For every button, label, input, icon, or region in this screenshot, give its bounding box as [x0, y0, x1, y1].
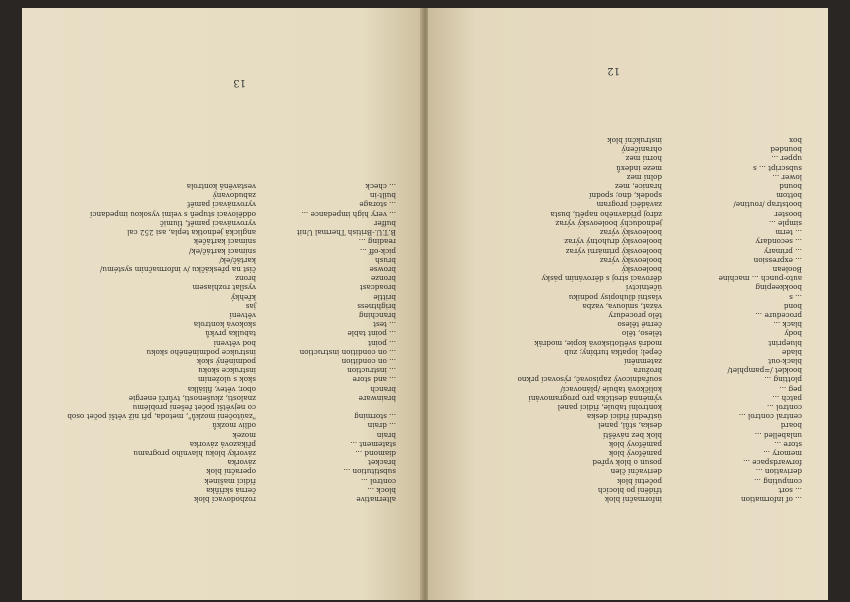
dictionary-entry: [448, 412, 802, 421]
entry-meaning: jednoduchý booleovský výraz: [555, 218, 662, 228]
entry-term: brush: [375, 255, 396, 265]
entry-term: procedure ...: [755, 310, 802, 320]
entry-meaning: děrovací stroj s děrováním pásky: [541, 274, 662, 284]
entry-meaning: booleovský primární výraz: [565, 246, 662, 256]
entry-term: booklet /=pamphlet/: [727, 366, 802, 376]
entry-meaning: závorka: [227, 458, 256, 468]
entry-meaning: účetnictví: [626, 283, 662, 293]
entry-term: computing ...: [754, 476, 802, 486]
entry-term: bond: [783, 301, 802, 311]
entry-meaning: ústřední řídicí deska: [586, 412, 662, 422]
entry-term: block ...: [367, 485, 396, 495]
entry-term: ... test: [373, 320, 396, 330]
dictionary-entry: [42, 338, 396, 347]
dictionary-entry: [448, 467, 802, 476]
entry-term: brainware: [358, 393, 396, 403]
entry-term: bounded: [770, 145, 802, 155]
entry-meaning: skoková kontrola: [193, 320, 256, 330]
entry-term: peg ...: [779, 384, 802, 394]
dictionary-entry: [42, 274, 396, 283]
entry-term: plotting ...: [764, 375, 802, 385]
entry-meaning: příkazová závorka: [189, 439, 256, 449]
entry-meaning: ohraničený: [621, 145, 662, 155]
entry-meaning: obor, větev, filiálka: [187, 384, 256, 394]
entry-meaning: oddělovací stupeň s velmi vysokou impedancí: [90, 209, 256, 219]
entry-term: control ...: [360, 476, 396, 486]
dictionary-entries: [42, 182, 396, 504]
entry-meaning: kartáč/ek/: [219, 255, 256, 265]
dictionary-entry: [42, 256, 396, 265]
dictionary-entry: [42, 375, 396, 384]
entry-term: memory ...: [763, 448, 802, 458]
entry-term: bound: [779, 182, 802, 192]
entry-term: upper ...: [771, 154, 802, 164]
entry-term: bronze: [370, 274, 396, 284]
dictionary-entry: [448, 384, 802, 393]
entry-meaning: derivační člen: [610, 467, 662, 477]
entry-meaning: hranice, mez: [615, 182, 662, 192]
entry-term: board: [780, 421, 802, 431]
entry-meaning: booleovský druhotný výraz: [564, 237, 662, 247]
dictionary-entry: [448, 292, 802, 301]
dictionary-entry: [448, 476, 802, 485]
entry-term: control ...: [766, 402, 802, 412]
dictionary-entry: [448, 394, 802, 403]
entry-term: ... check: [365, 182, 396, 192]
entry-meaning: instrukční blok: [607, 136, 662, 146]
entry-term: branch: [370, 384, 396, 394]
entry-term: forwardspace ...: [743, 458, 802, 468]
entry-term: buffer: [373, 218, 396, 228]
dictionary-entry: [448, 219, 802, 228]
entry-meaning: instrukce podmíněného skoku: [146, 347, 256, 357]
entry-meaning: horní mez: [625, 154, 662, 164]
entry-meaning: tabulka prvků: [205, 329, 256, 339]
dictionary-entry: [42, 467, 396, 476]
entry-meaning: větvení: [229, 310, 256, 320]
entry-term: ... on condition: [341, 356, 396, 366]
entry-term: built-in: [369, 191, 396, 201]
entry-meaning: třídění po blocích: [597, 485, 662, 495]
dictionary-entry: [42, 210, 396, 219]
dictionary-entry: [42, 302, 396, 311]
entry-term: brittle: [373, 292, 396, 302]
entry-term: brightness: [357, 301, 396, 311]
entry-meaning: booleovský: [621, 264, 662, 274]
dictionary-entry: [448, 145, 802, 154]
dictionary-entry: [42, 421, 396, 430]
entry-meaning: černá skříňka: [206, 485, 256, 495]
dictionary-entry: [448, 274, 802, 283]
entry-term: broadcast: [359, 283, 396, 293]
entry-meaning: těleso, tělo: [621, 329, 662, 339]
entry-meaning: paměťový blok: [608, 439, 662, 449]
entry-term: subscript ... s: [753, 163, 802, 173]
entry-term: ... and store: [352, 375, 396, 385]
entry-term: ... secondary: [755, 237, 802, 247]
entry-meaning: bronz: [235, 274, 256, 284]
dictionary-entry: [448, 449, 802, 458]
entry-meaning: skok s uložením: [197, 375, 256, 385]
dictionary-entry: [42, 237, 396, 246]
entry-term: ... sort: [778, 485, 802, 495]
entry-meaning: souřadnicový zapisovač, rýsovací prkno: [517, 375, 662, 385]
entry-term: ... instruction: [347, 366, 396, 376]
entry-term: ... of information: [740, 495, 802, 504]
dictionary-entry: [448, 136, 802, 145]
dictionary-entry: [42, 495, 396, 504]
entry-meaning: černé těleso: [617, 320, 662, 330]
page-number: 12: [607, 65, 620, 76]
dictionary-entry: [42, 329, 396, 338]
entry-term: statement ...: [350, 439, 396, 449]
dictionary-entry: [448, 173, 802, 182]
entry-meaning: snímací kartáč/ek/: [188, 246, 256, 256]
entry-term: derivation ...: [755, 467, 802, 477]
entry-meaning: řídicí mašinek: [204, 476, 256, 486]
dictionary-entry: [42, 440, 396, 449]
dictionary-entry: [448, 163, 802, 172]
entry-meaning: vysílat rozhlasem: [192, 283, 256, 293]
left-page: [22, 8, 422, 600]
dictionary-entry: [448, 495, 802, 504]
entry-meaning: zdroj přídavného napětí, busta: [550, 209, 662, 219]
dictionary-entry: [42, 403, 396, 412]
entry-meaning: kontrolní tabule, řídicí panel: [557, 402, 662, 412]
dictionary-entry: [448, 191, 802, 200]
entry-meaning: zabudovaný: [212, 191, 256, 201]
dictionary-entries: [448, 136, 802, 504]
entry-term: ... storming: [354, 412, 396, 422]
entry-term: Boolean: [772, 264, 802, 274]
entry-meaning: brožura: [633, 366, 662, 376]
book-spread: [22, 8, 828, 600]
entry-meaning: zatemnění: [624, 356, 662, 366]
entry-term: bottom: [776, 191, 802, 201]
dictionary-entry: [42, 476, 396, 485]
entry-term: auto-punch ... machine: [718, 274, 802, 284]
entry-term: bracket: [368, 458, 396, 468]
dictionary-entry: [448, 458, 802, 467]
dictionary-entry: [42, 486, 396, 495]
entry-meaning: posun o blok vpřed: [592, 458, 662, 468]
entry-term: ... storage: [359, 200, 396, 210]
entry-term: simple ...: [768, 218, 802, 228]
entry-meaning: booleovský výraz: [599, 255, 662, 265]
entry-term: black-out: [768, 356, 802, 366]
entry-meaning: početní blok: [617, 476, 662, 486]
entry-meaning: modrá světlotisková kopie, modrák: [534, 338, 662, 348]
dictionary-entry: [448, 440, 802, 449]
entry-term: alternative: [356, 495, 396, 504]
dictionary-entry: [42, 357, 396, 366]
entry-meaning: bod větvení: [213, 338, 256, 348]
entry-term: central control ...: [738, 412, 802, 422]
dictionary-entry: [42, 200, 396, 209]
entry-term: booster: [774, 209, 802, 219]
entry-meaning: čepel; lopatka turbíny; zub: [564, 347, 662, 357]
entry-meaning: mozek: [232, 430, 256, 440]
entry-meaning: vázat, smlouva, vazba: [582, 301, 662, 311]
entry-meaning: rozhodovací blok: [194, 495, 256, 504]
entry-meaning: kolíčková tabule /plánovací/: [560, 384, 662, 394]
dictionary-entry: [448, 256, 802, 265]
dictionary-entry: [448, 265, 802, 274]
dictionary-entry: [448, 338, 802, 347]
entry-meaning: výměnná destička pro programování: [528, 393, 662, 403]
dictionary-entry: [448, 329, 802, 338]
entry-meaning: vyrovnávací paměť, tlumič: [159, 218, 256, 228]
dictionary-entry: [448, 302, 802, 311]
entry-term: branching: [358, 310, 396, 320]
dictionary-entry: [448, 154, 802, 163]
entry-term: reading ...: [358, 237, 396, 247]
entry-term: box: [789, 136, 802, 146]
dictionary-entry: [448, 430, 802, 439]
dictionary-entry: [448, 357, 802, 366]
right-page: [428, 8, 828, 600]
entry-term: black ...: [773, 320, 802, 330]
entry-meaning: meze indexů: [616, 163, 662, 173]
dictionary-entry: [42, 412, 396, 421]
entry-meaning: paměťový blok: [608, 448, 662, 458]
dictionary-entry: [42, 449, 396, 458]
entry-meaning: deska, stůl, panel: [598, 421, 662, 431]
dictionary-entry: [42, 182, 396, 191]
entry-meaning: informační blok: [604, 495, 662, 504]
dictionary-entry: [42, 348, 396, 357]
entry-meaning: vestavěná kontrola: [186, 182, 256, 192]
entry-term: substitution ...: [343, 467, 396, 477]
entry-meaning: booleovský výraz: [599, 228, 662, 238]
dictionary-entry: [42, 219, 396, 228]
entry-meaning: číst na přeskáčku /v informačním systému/: [99, 264, 256, 274]
dictionary-entry: [448, 246, 802, 255]
dictionary-entry: [42, 384, 396, 393]
entry-term: store ...: [774, 439, 802, 449]
dictionary-entry: [42, 228, 396, 237]
entry-term: browse: [369, 264, 396, 274]
entry-meaning: spodek, dno; spodní: [589, 191, 662, 201]
dictionary-entry: [448, 283, 802, 292]
entry-meaning: znalosti, zkušenosti, tvůrčí energie: [128, 393, 256, 403]
entry-meaning: jas: [245, 301, 256, 311]
entry-term: diamond ...: [355, 448, 396, 458]
entry-term: bootstrap /routine/: [733, 200, 802, 210]
entry-meaning: operační blok: [206, 467, 256, 477]
page-number: 13: [233, 77, 246, 88]
dictionary-entry: [448, 366, 802, 375]
dictionary-entry: [448, 421, 802, 430]
dictionary-entry: [448, 200, 802, 209]
entry-meaning: závorky bloku hlavního programu: [133, 448, 256, 458]
entry-meaning: vlastní dluhopisy podniku: [568, 292, 662, 302]
entry-meaning: vyrovnávací paměť: [187, 200, 256, 210]
dictionary-entry: [42, 366, 396, 375]
dictionary-entry: [42, 311, 396, 320]
dictionary-entry: [42, 292, 396, 301]
entry-meaning: snímací kartáček: [193, 237, 256, 247]
entry-term: ... s: [789, 292, 802, 302]
entry-term: ... point: [368, 338, 396, 348]
dictionary-entry: [42, 283, 396, 292]
entry-meaning: anglická jednotka tepla, asi 252 cal: [127, 228, 256, 238]
entry-meaning: zaváděcí program: [596, 200, 662, 210]
entry-term: bookkeeping: [755, 283, 802, 293]
dictionary-entry: [42, 320, 396, 329]
dictionary-entry: [448, 228, 802, 237]
dictionary-entry: [42, 394, 396, 403]
entry-meaning: dolní mez: [626, 172, 662, 182]
entry-term: pick-off ...: [359, 246, 396, 256]
dictionary-entry: [42, 191, 396, 200]
entry-term: ... drain: [367, 421, 396, 431]
entry-term: [256, 403, 396, 412]
entry-meaning: "zaútočení mozků", metoda, při níž větší počet osob: [67, 412, 256, 422]
dictionary-entry: [448, 320, 802, 329]
entry-term: ... expression: [753, 255, 802, 265]
entry-term: ... very high impedance ...: [301, 209, 396, 219]
entry-meaning: křehký: [230, 292, 256, 302]
dictionary-entry: [42, 265, 396, 274]
entry-meaning: co největší počet řešení problému: [132, 402, 256, 412]
entry-term: ... primary: [763, 246, 802, 256]
dictionary-entry: [42, 458, 396, 467]
entry-term: ... term: [775, 228, 802, 238]
entry-term: B.T.U.-British Thermal Unit: [296, 228, 396, 238]
entry-meaning: blok bez návěští: [603, 430, 662, 440]
entry-term: blueprint: [768, 338, 802, 348]
dictionary-entry: [448, 348, 802, 357]
dictionary-entry: [448, 375, 802, 384]
entry-term: ... on condition instruction: [299, 347, 396, 357]
dictionary-entry: [448, 210, 802, 219]
entry-meaning: instrukce skoku: [198, 366, 256, 376]
entry-term: brain: [376, 430, 396, 440]
entry-meaning: podmíněný skok: [196, 356, 256, 366]
entry-term: body: [784, 329, 802, 339]
entry-term: unlabelled ...: [754, 430, 802, 440]
dictionary-entry: [448, 182, 802, 191]
entry-meaning: odliv mozků: [212, 421, 256, 431]
dictionary-entry: [448, 237, 802, 246]
entry-term: ... point table: [347, 329, 396, 339]
entry-term: blade: [781, 347, 802, 357]
dictionary-entry: [448, 311, 802, 320]
dictionary-entry: [448, 403, 802, 412]
dictionary-entry: [448, 486, 802, 495]
dictionary-entry: [42, 430, 396, 439]
entry-term: patch ...: [772, 393, 802, 403]
dictionary-entry: [42, 246, 396, 255]
entry-meaning: tělo procedury: [608, 310, 662, 320]
entry-term: lower ...: [772, 172, 802, 182]
